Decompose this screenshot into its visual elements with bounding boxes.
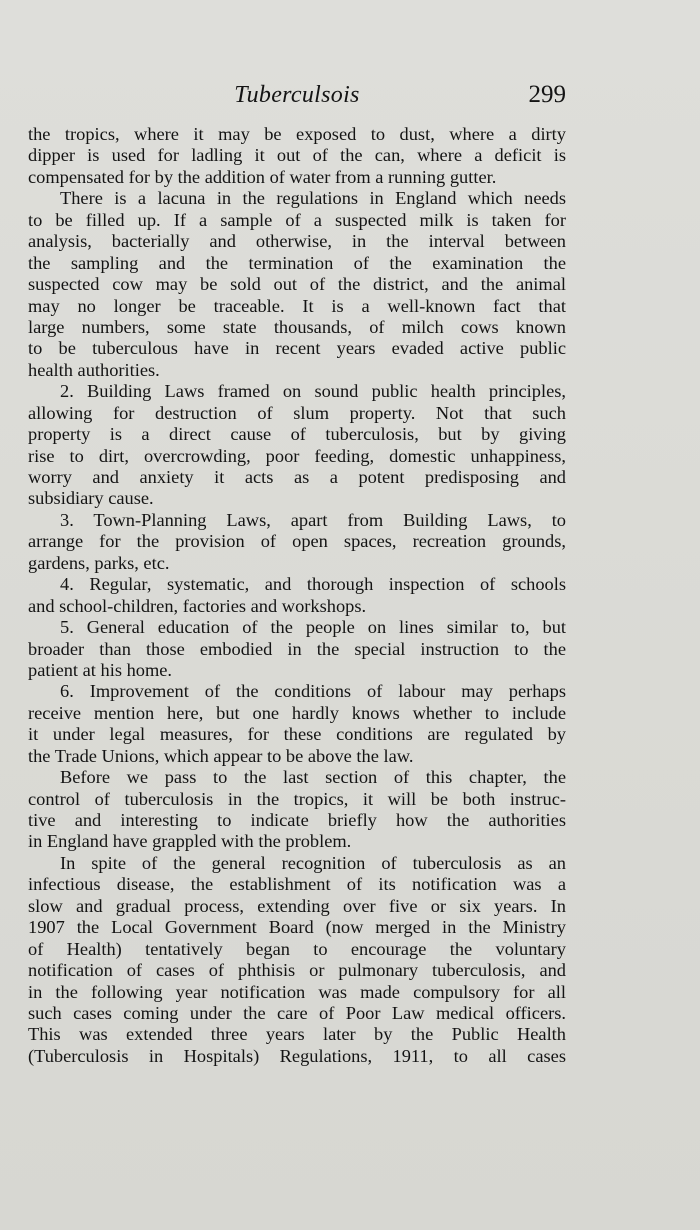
text-line: patient at his home. (28, 659, 173, 680)
text-line: health authorities. (28, 359, 160, 380)
text-line: allowing for destruction of slum property. Not that such (28, 402, 566, 423)
text-line: control of tuberculosis in the tropics, it will be both instruc- (28, 788, 566, 809)
text-line: 2. Building Laws framed on sound public health principles, (60, 381, 566, 402)
text-line: the tropics, where it may be exposed to dust, where a dirty (28, 124, 566, 144)
text-line: arrange for the provision of open spaces, recreation grounds, (28, 531, 566, 552)
text-line: 1907 the Local Government Board (now merged in the Ministry (28, 917, 566, 938)
text-line: notification of cases of phthisis or pulmonary tuberculosis, and (28, 960, 566, 981)
body-text (28, 124, 566, 1067)
text-line: 3. Town-Planning Laws, apart from Building Laws, to (60, 509, 566, 530)
page-number: 299 (528, 81, 566, 108)
text-line: slow and gradual process, extending over five or six years. In (28, 895, 566, 916)
text-line: the sampling and the termination of the examination the (28, 252, 566, 273)
text-line: in England have grappled with the problem. (28, 831, 352, 852)
text-line: This was extended three years later by the Public Health (28, 1024, 566, 1045)
text-line: in the following year notification was made compulsory for all (28, 981, 566, 1002)
text-line: of Health) tentatively began to encourage the voluntary (28, 938, 566, 959)
text-line: tive and interesting to indicate briefly how the authorities (28, 810, 566, 830)
text-line: worry and anxiety it acts as a potent predisposing and (28, 467, 566, 487)
text-line: dipper is used for ladling it out of the can, where a deficit is (28, 145, 566, 166)
text-line: 6. Improvement of the conditions of labour may perhaps (60, 681, 566, 702)
text-line: 4. Regular, systematic, and thorough inspection of schools (60, 574, 566, 595)
text-line: (Tuberculosis in Hospitals) Regulations, 1911, to all cases (28, 1045, 566, 1066)
text-line: infectious disease, the establishment of its notification was a (28, 874, 566, 895)
text-line: property is a direct cause of tuberculosis, but by giving (28, 424, 566, 445)
page-header (28, 80, 566, 114)
text-line: 5. General education of the people on lines similar to, but (60, 617, 566, 638)
text-line: large numbers, some state thousands, of milch cows known (28, 316, 566, 337)
text-line: compensated for by the addition of water from a running gutter. (28, 166, 497, 187)
text-line: gardens, parks, etc. (28, 552, 170, 573)
text-line: analysis, bacterially and otherwise, in the interval between (28, 231, 566, 252)
text-line: the Trade Unions, which appear to be above the law. (28, 745, 414, 766)
text-line: receive mention here, but one hardly knows whether to include (28, 702, 566, 723)
text-line: it under legal measures, for these conditions are regulated by (28, 724, 566, 745)
text-line: may no longer be traceable. It is a well-known fact that (28, 295, 566, 316)
text-line: such cases coming under the care of Poor Law medical officers. (28, 1002, 566, 1023)
running-title: Tuberculsois (234, 82, 360, 108)
text-line: In spite of the general recognition of tuberculosis as an (60, 852, 566, 873)
text-line: rise to dirt, overcrowding, poor feeding, domestic unhappiness, (28, 445, 566, 466)
text-line: There is a lacuna in the regulations in England which needs (60, 188, 566, 209)
text-line: broader than those embodied in the special instruction to the (28, 638, 566, 659)
text-line: suspected cow may be sold out of the district, and the animal (28, 274, 566, 295)
text-line: and school-children, factories and workshops. (28, 595, 367, 616)
text-line: subsidiary cause. (28, 488, 154, 509)
text-line: to be tuberculous have in recent years evaded active public (28, 338, 566, 359)
text-line: Before we pass to the last section of this chapter, the (60, 767, 566, 788)
text-line: to be filled up. If a sample of a suspected milk is taken for (28, 209, 566, 230)
